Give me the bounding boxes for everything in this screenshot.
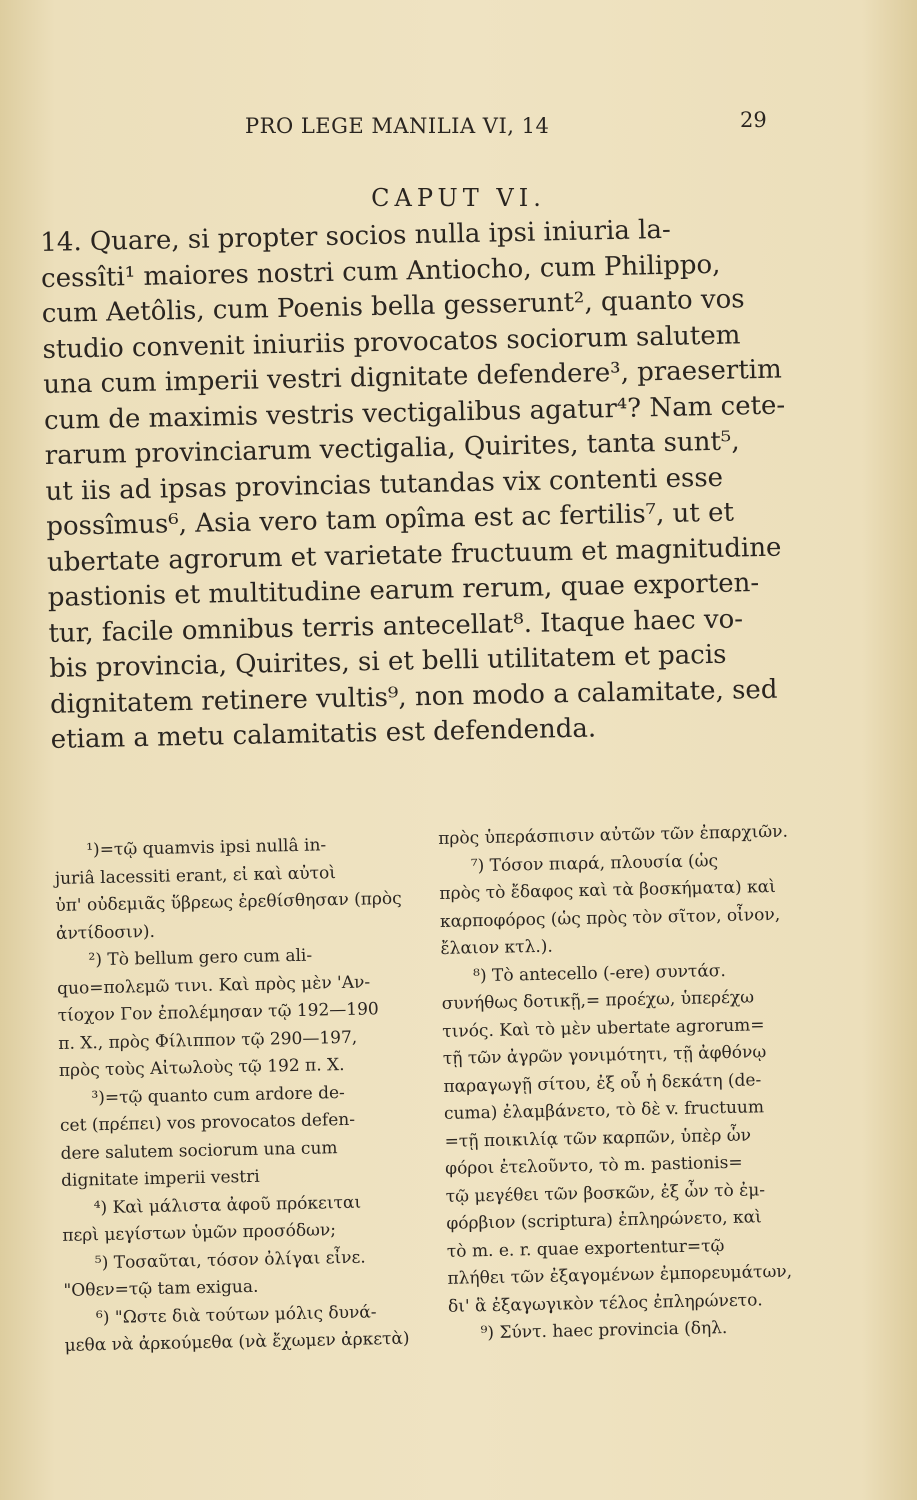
footnote-line: τῷ μεγέθει τῶν βοσκῶν, ἐξ ὧν τὸ ἐμ-: [445, 1179, 766, 1207]
footnote-line: τὸ m. e. r. quae exportentur=τῷ: [446, 1235, 725, 1262]
footnote-line: πρὸς ὑπεράσπισιν αὐτῶν τῶν ἐπαρχιῶν.: [438, 821, 789, 849]
main-line: studio convenit iniuriis provocatos sociorum salutem: [42, 319, 741, 365]
footnote-line: dere salutem sociorum una cum: [60, 1137, 338, 1164]
footnote-line: juriâ lacessiti erant, εἰ καὶ αὐτοὶ: [54, 862, 337, 889]
main-line: ubertate agrorum et varietate fructuum et magnitudine: [46, 532, 782, 578]
footnote-line: =τῇ ποικιλίᾳ τῶν καρπῶν, ὑπὲρ ὧν: [444, 1125, 752, 1152]
footnote-line: dignitate imperii vestri: [60, 1166, 260, 1191]
footnote-line: ⁹) Σύντ. haec provincia (δηλ.: [480, 1318, 728, 1344]
footnote-line: τίοχον Γον ἐπολέμησαν τῷ 192—190: [57, 999, 379, 1026]
footnote-line: ὑπ' οὐδεμιᾶς ὕβρεως ἐρεθίσθησαν (πρὸς: [55, 888, 402, 916]
main-line: cum de maximis vestris vectigalibus agatur⁴? Nam cete-: [43, 389, 786, 436]
running-head: [0, 108, 917, 148]
main-line: 14. Quare, si propter socios nulla ipsi iniuria la-: [40, 214, 672, 258]
main-line: bis provincia, Quirites, si et belli utilitatem et pacis: [48, 639, 727, 684]
running-head-title: PRO LEGE MANILIA VI, 14: [245, 114, 550, 138]
main-line: una cum imperii vestri dignitate defendere³, praesertim: [43, 354, 782, 400]
footnote-line: τῇ τῶν ἀγρῶν γονιμότητι, τῇ ἀφθόνῳ: [442, 1042, 767, 1069]
main-line: possîmus⁶, Asia vero tam opîma est ac fertilis⁷, ut et: [45, 497, 735, 542]
footnote-line: συνήθως δοτικῇ,= προέχω, ὑπερέχω: [441, 987, 755, 1014]
footnote-line: τινός. Καὶ τὸ μὲν ubertate agrorum=: [442, 1014, 765, 1042]
footnote-line: καρποφόρος (ὡς πρὸς τὸν σῖτον, οἶνον,: [439, 904, 781, 932]
footnote-line: περὶ μεγίστων ὑμῶν προσόδων;: [62, 1220, 337, 1246]
main-line: ut iis ad ipsas provincias tutandas vix contenti esse: [45, 462, 724, 507]
page-number: 29: [740, 108, 767, 132]
footnote-line: ²) Τὸ bellum gero cum ali-: [88, 945, 313, 971]
footnote-line: cuma) ἐλαμβάνετο, τὸ δὲ v. fructuum: [443, 1097, 765, 1124]
chapter-heading: CAPUT VI.: [371, 184, 546, 212]
footnote-line: ἀντίδοσιν).: [55, 921, 156, 944]
footnote-line: "Οθεν=τῷ tam exigua.: [63, 1276, 259, 1301]
main-line: tur, facile omnibus terris antecellat⁸. Itaque haec vo-: [48, 603, 744, 649]
footnote-line: ⁴) Καὶ μάλιστα ἀφοῦ πρόκειται: [93, 1192, 362, 1218]
footnote-line: μεθα νὰ ἀρκούμεθα (νὰ ἔχωμεν ἀρκετὰ): [64, 1328, 410, 1356]
footnote-line: ⁷) Τόσον πιαρά, πλουσία (ὡς: [470, 850, 719, 876]
footnote-line: δι' ἃ ἐξαγωγικὸν τέλος ἐπληρώνετο.: [447, 1289, 763, 1317]
footnote-line: π. Χ., πρὸς Φίλιππον τῷ 290—197,: [58, 1027, 358, 1054]
footnotes-left-column: [54, 830, 433, 1360]
footnote-line: ⁵) Τοσαῦται, τόσον ὀλίγαι εἶνε.: [94, 1247, 366, 1273]
main-line: dignitatem retinere vultis⁹, non modo a calamitate, sed: [49, 674, 778, 720]
footnote-line: ³)=τῷ quanto cum ardore de-: [91, 1082, 346, 1108]
footnote-line: ⁶) "Ωστε διὰ τούτων μόλις δυνά-: [95, 1301, 377, 1328]
footnotes-right-column: [438, 818, 839, 1349]
footnote-line: ¹)=τῷ quamvis ipsi nullâ in-: [86, 835, 327, 861]
footnote-line: ⁸) Τὸ antecello (-ere) συντάσ.: [472, 960, 727, 986]
main-line: etiam a metu calamitatis est defendenda.: [50, 713, 597, 755]
footnote-line: cet (πρέπει) vos provocatos defen-: [59, 1109, 356, 1136]
main-line: cum Aetôlis, cum Poenis bella gesserunt², quanto vos: [41, 284, 745, 329]
footnote-line: φόροι ἐτελοῦντο, τὸ m. pastionis=: [444, 1152, 743, 1179]
main-line: rarum provinciarum vectigalia, Quirites, tanta sunt⁵,: [44, 426, 740, 471]
footnote-line: φόρβιον (scriptura) ἐπληρώνετο, καὶ: [446, 1207, 762, 1234]
footnote-line: quo=πολεμῶ τινι. Καὶ πρὸς μὲν 'Αν-: [56, 971, 371, 999]
footnote-line: πρὸς τὸ ἔδαφος καὶ τὰ βοσκήματα) καὶ: [439, 876, 776, 904]
footnote-line: πρὸς τοὺς Αἰτωλοὺς τῷ 192 π. Χ.: [58, 1054, 345, 1081]
main-line: pastionis et multitudine earum rerum, quae exporten-: [47, 568, 760, 613]
main-line: cessîti¹ maiores nostri cum Antiocho, cum Philippo,: [40, 249, 721, 294]
footnote-line: ἔλαιον κτλ.).: [440, 936, 554, 959]
footnote-line: πλήθει τῶν ἐξαγομένων ἐμπορευμάτων,: [447, 1261, 793, 1289]
main-text: [40, 210, 796, 758]
footnote-line: παραγωγῇ σίτου, ἐξ οὗ ἡ δεκάτη (de-: [443, 1069, 762, 1097]
